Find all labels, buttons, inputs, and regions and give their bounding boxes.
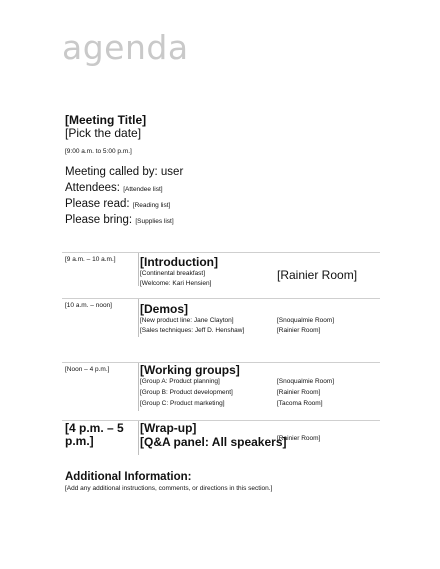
section-time: [Noon – 4 p.m.] <box>65 366 110 373</box>
section-item: [Group B: Product development] <box>140 389 233 396</box>
column-divider <box>138 253 139 286</box>
supplies-value: [Supplies list] <box>135 218 174 225</box>
section-heading: [Demos] <box>140 302 189 316</box>
meeting-date: [Pick the date] <box>65 126 142 140</box>
section-time: p.m.] <box>65 434 94 448</box>
reading-row <box>65 198 170 210</box>
supplies-row <box>65 214 174 226</box>
section-heading: [Working groups] <box>140 363 240 377</box>
section-time: [9 a.m. – 10 a.m.] <box>65 256 116 263</box>
column-divider <box>138 299 139 337</box>
attendees-label: Attendees: <box>65 182 120 194</box>
section-item: [Group A: Product planning] <box>140 378 220 385</box>
section-room: [Rainier Room] <box>277 327 321 334</box>
meeting-time: [9:00 a.m. to 5:00 p.m.] <box>65 148 132 155</box>
called-by-label: Meeting called by: <box>65 166 158 178</box>
section-item: [Welcome: Kari Hensien] <box>140 280 212 287</box>
meeting-title: [Meeting Title] <box>65 113 147 127</box>
section-room: [Tacoma Room] <box>277 400 323 407</box>
supplies-label: Please bring: <box>65 214 133 226</box>
section-time: [4 p.m. – 5 <box>65 421 124 435</box>
attendees-value: [Attendee list] <box>123 186 163 193</box>
column-divider <box>138 421 139 455</box>
reading-value: [Reading list] <box>132 202 171 209</box>
section-item: [Continental breakfast] <box>140 270 206 277</box>
attendees-row <box>65 182 163 194</box>
section-room: [Snoqualmie Room] <box>277 378 335 385</box>
reading-label: Please read: <box>65 198 130 210</box>
section-room: [Rainier Room] <box>277 268 358 282</box>
called-by-value: user <box>160 166 184 178</box>
section-heading: [Introduction] <box>140 255 218 269</box>
section-divider <box>62 298 380 299</box>
additional-heading: Additional Information: <box>65 471 192 483</box>
section-heading: [Wrap-up] <box>140 421 197 435</box>
section-room: [Rainier Room] <box>277 389 321 396</box>
called-by-row <box>65 166 183 178</box>
section-item: [Group C: Product marketing] <box>140 400 225 407</box>
section-room: [Snoqualmie Room] <box>277 317 335 324</box>
column-divider <box>138 363 139 411</box>
section-item: [Sales techniques: Jeff D. Henshaw] <box>140 327 245 334</box>
section-item: [New product line: Jane Clayton] <box>140 317 234 324</box>
section-subheading: [Q&A panel: All speakers] <box>140 435 287 449</box>
section-divider <box>62 252 380 253</box>
additional-text: [Add any additional instructions, comments, or directions in this section.] <box>65 485 273 492</box>
section-room: [Rainier Room] <box>277 435 321 442</box>
section-time: [10 a.m. – noon] <box>65 302 112 309</box>
page-title: agenda <box>62 28 189 67</box>
